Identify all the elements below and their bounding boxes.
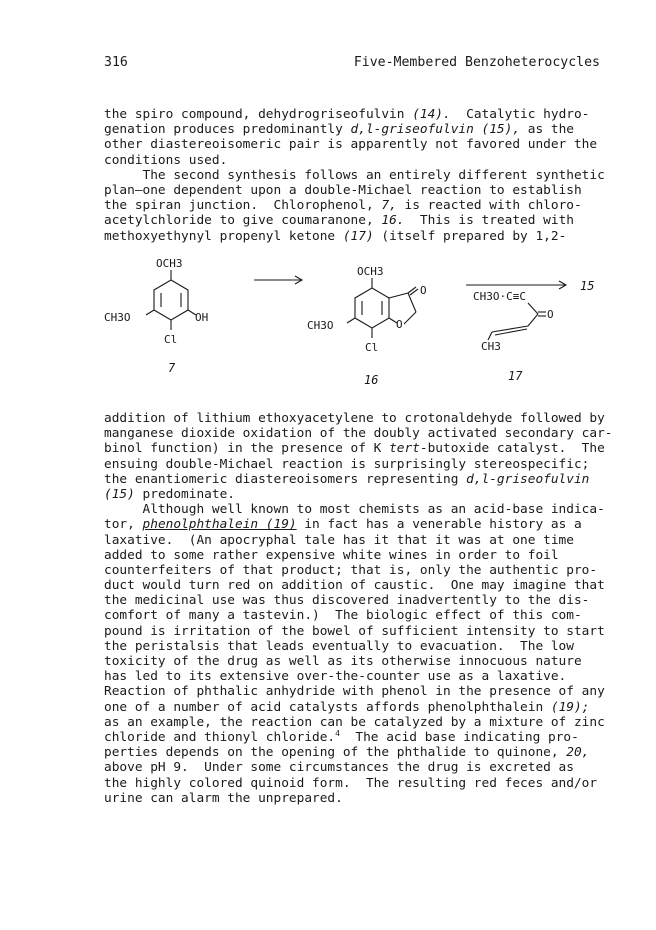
emphasized-text: 7, [381, 198, 397, 214]
compound-16-ketone-oxygen: O [420, 284, 427, 297]
text-line [104, 563, 604, 578]
compound-16 [347, 278, 418, 338]
text-run: ensuing double-Michael reaction is surprisingly stereospecific; [104, 456, 590, 472]
compound-7-hydroxyl: OH [195, 311, 209, 324]
emphasized-text: (17) [342, 228, 374, 244]
paragraph-1 [104, 107, 604, 244]
text-line [104, 411, 604, 426]
emphasized-text: (14). [412, 107, 451, 122]
text-run: above pH 9. Under some circumstances the drug is excreted as [104, 760, 574, 776]
text-run: pound is irritation of the bowel of sufficient intensity to start [104, 623, 605, 639]
page-number: 316 [104, 55, 128, 70]
text-line [104, 776, 604, 791]
text-run: the peristalsis that leads eventually to evacuation. The low [104, 638, 574, 654]
text-line [104, 654, 604, 669]
text-run: in fact has a venerable history as a [296, 517, 582, 533]
text-line [104, 639, 604, 654]
running-title: Five-Membered Benzoheterocycles [353, 55, 600, 70]
text-line [104, 715, 604, 730]
compound-17-label: 17 [508, 369, 523, 383]
text-line [104, 593, 604, 608]
text-run: chloride and thionyl chloride. [104, 729, 336, 745]
text-run: tor, [104, 517, 143, 533]
reaction-arrow-2 [466, 281, 566, 289]
text-line [104, 700, 604, 715]
text-line [104, 457, 604, 472]
paragraph-2 [104, 411, 613, 806]
text-run: plan—one dependent upon a double-Michael reaction to establish [104, 182, 582, 198]
text-line [104, 608, 604, 623]
compound-16-methoxy-top: OCH3 [357, 265, 384, 278]
emphasized-text: d,l-griseofulvin (15), [350, 122, 521, 138]
text-line [104, 578, 604, 593]
text-run: the enantiomeric diastereoisomers representing [104, 471, 467, 487]
text-line [104, 183, 604, 198]
emphasized-text: (19); [550, 699, 590, 715]
text-run: the medicinal use was thus discovered inadvertently to the dis- [104, 593, 590, 609]
text-line [104, 472, 604, 487]
text-run: conditions used. [104, 152, 228, 168]
reaction-scheme [104, 250, 614, 400]
text-run: toxicity of the drug as well as its otherwise innocuous nature [104, 654, 582, 669]
text-run: predominate. [134, 486, 235, 502]
text-line [104, 669, 604, 684]
text-run: duct would turn red on addition of caustic. One may imagine that [104, 578, 605, 594]
text-run: -butoxide catalyst. The [419, 441, 605, 457]
compound-17-ketone-oxygen: O [547, 308, 554, 321]
text-run: Although well known to most chemists as an acid-base indica- [104, 502, 605, 518]
compound-7-chloro: Cl [164, 333, 178, 346]
text-line [104, 760, 604, 775]
text-run: addition of lithium ethoxyacetylene to crotonaldehyde followed by [104, 411, 605, 426]
text-run: the spiro compound, dehydrogriseofulvin [104, 107, 413, 122]
text-run: counterfeiters of that product; that is, only the authentic pro- [104, 562, 598, 578]
compound-17-methyl: CH3 [481, 340, 501, 353]
text-run: is reacted with chloro- [396, 198, 582, 214]
text-line [104, 426, 613, 442]
text-line [104, 548, 604, 563]
text-run: urine can alarm the unprepared. [104, 790, 343, 806]
emphasized-text: 20, [566, 745, 590, 761]
text-run: comfort of many a tastevin.) The biologic effect of this com- [104, 608, 582, 624]
emphasized-text: (15) [104, 486, 135, 502]
compound-16-chloro: Cl [365, 341, 379, 354]
emphasized-text: tert [389, 441, 420, 457]
text-line [104, 791, 604, 806]
text-run: methoxyethynyl propenyl ketone [104, 228, 343, 244]
text-line [104, 533, 604, 548]
compound-17 [488, 303, 546, 340]
compound-7-methoxy-left: CH3O [104, 311, 131, 324]
text-line [104, 107, 604, 122]
emphasized-text: phenolphthalein (19) [142, 517, 297, 533]
text-run: The acid base indicating pro- [339, 729, 579, 745]
text-run: Reaction of phthalic anhydride with phenol in the presence of any [104, 684, 605, 700]
text-run: manganese dioxide oxidation of the doubly activated secondary car- [104, 426, 613, 442]
text-line [104, 168, 604, 183]
text-run: The second synthesis follows an entirely different synthetic [104, 167, 605, 183]
text-line [104, 198, 604, 213]
text-line [104, 730, 604, 745]
text-run: genation produces predominantly [104, 122, 351, 138]
compound-7-methoxy-top: OCH3 [156, 257, 183, 270]
text-line [104, 745, 604, 760]
text-run: added to some rather expensive white wines in order to foil [104, 547, 559, 563]
compound-16-methoxy-left: CH3O [307, 319, 334, 332]
text-line [104, 229, 604, 244]
text-run: as an example, the reaction can be catalyzed by a mixture of zinc [104, 714, 605, 730]
compound-16-ring-oxygen: O [396, 318, 403, 331]
text-line [104, 137, 604, 152]
text-run: laxative. (An apocryphal tale has it that it was at one time [104, 532, 574, 548]
text-line [104, 684, 604, 699]
text-run: one of a number of acid catalysts affords phenolphthalein [104, 699, 551, 715]
emphasized-text: d,l-griseofulvin [466, 471, 590, 487]
text-line [104, 624, 604, 639]
product-label-15: 15 [580, 279, 595, 293]
text-run: perties depends on the opening of the phthalide to quinone, [104, 745, 567, 761]
text-run: the spiran junction. Chlorophenol, [104, 198, 382, 214]
text-run: the highly colored quinoid form. The resulting red feces and/or [104, 775, 598, 791]
text-run: Catalytic hydro- [450, 107, 590, 122]
text-line [104, 122, 604, 137]
text-line [104, 487, 604, 502]
compound-17-methoxyethynyl: CH3O·C≡C [473, 290, 526, 303]
emphasized-text: 16. [381, 213, 405, 229]
compound-7 [146, 270, 196, 330]
reaction-arrow-1 [254, 276, 302, 284]
text-run: (itself prepared by 1,2- [373, 228, 567, 244]
text-line [104, 213, 604, 228]
text-run: This is treated with [404, 213, 574, 229]
text-run: other diastereoisomeric pair is apparently not favored under the [104, 137, 598, 153]
footnote-reference: 4 [335, 728, 340, 738]
text-line [104, 153, 604, 168]
text-line [104, 517, 604, 532]
text-run: as the [520, 122, 574, 138]
compound-7-label: 7 [168, 361, 176, 375]
text-run: acetylchloride to give coumaranone, [104, 213, 382, 229]
text-line [104, 441, 604, 456]
text-run: binol function) in the presence of K [104, 441, 390, 457]
text-line [104, 502, 604, 517]
text-run: has led to its extensive over-the-counter use as a laxative. [104, 669, 567, 685]
compound-16-label: 16 [364, 373, 379, 387]
